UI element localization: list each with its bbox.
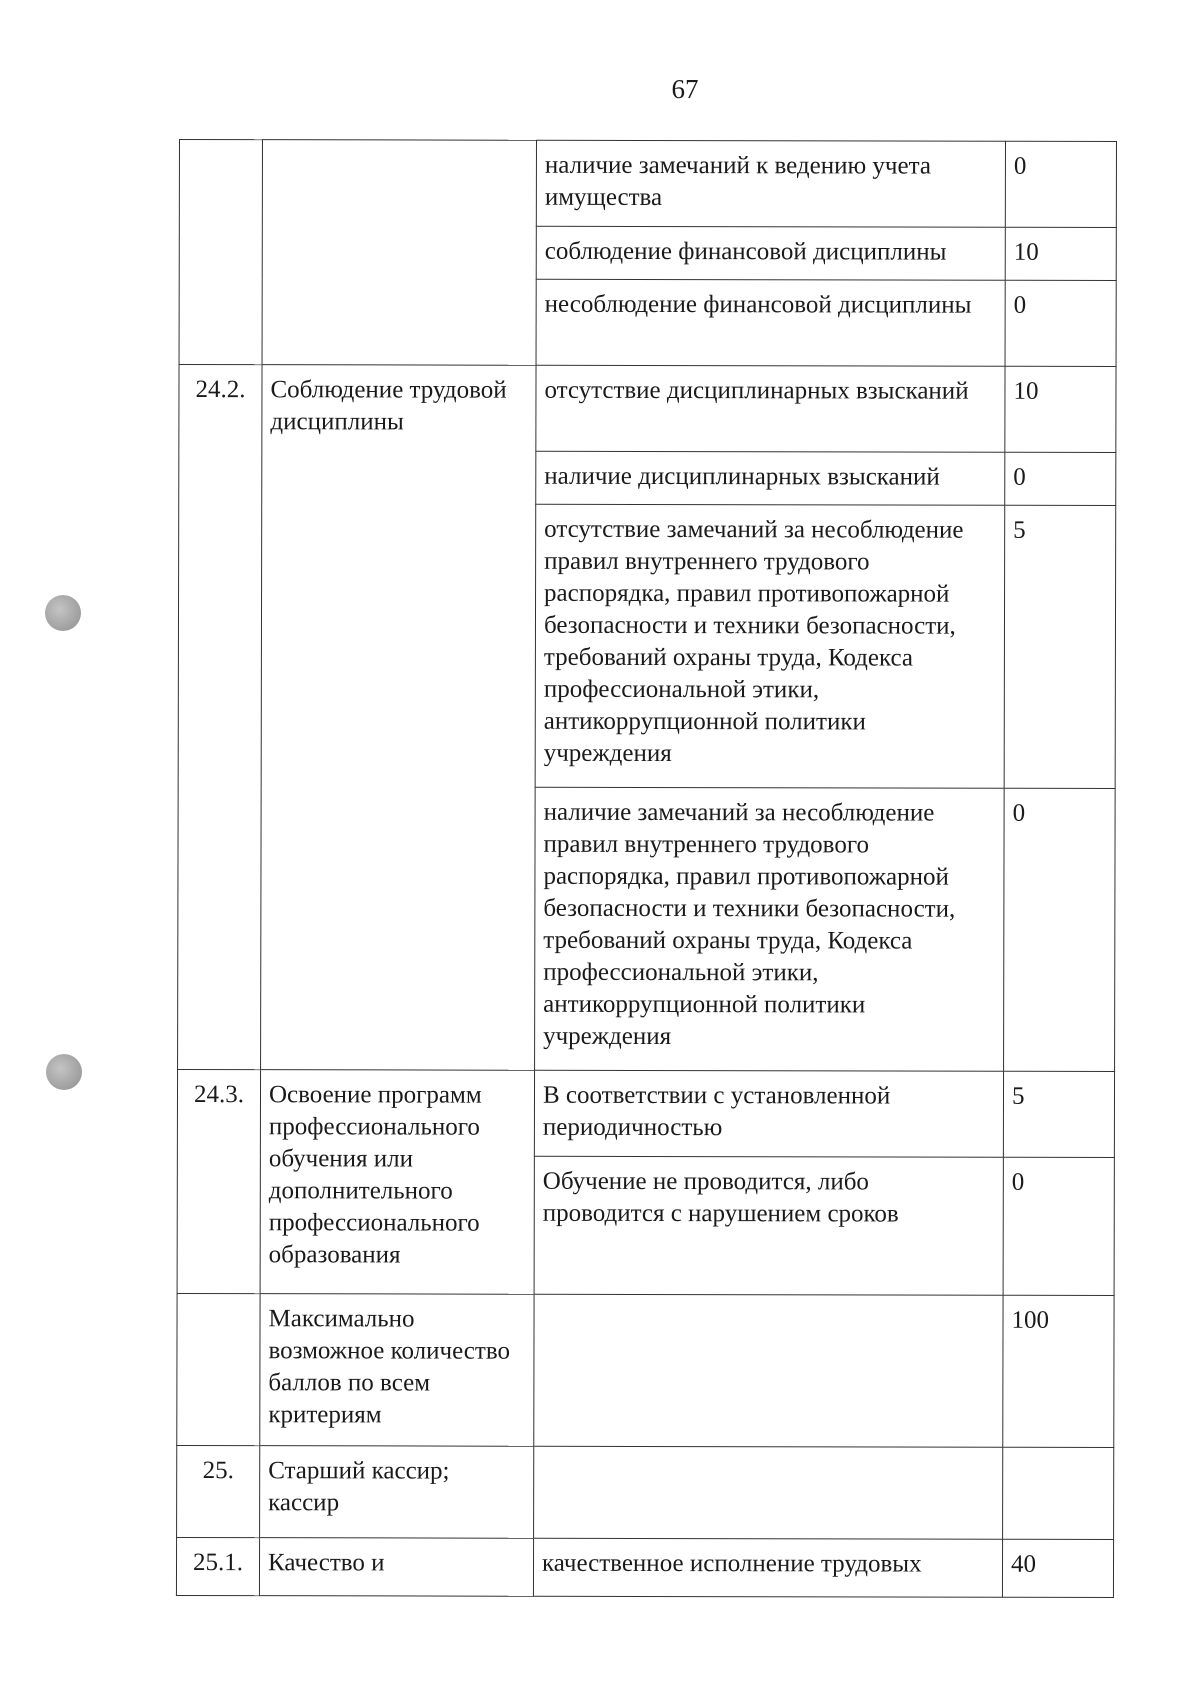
number-cell: 25.1. (176, 1537, 259, 1595)
indicator-cell: соблюдение финансовой дисциплины (536, 226, 1005, 280)
score-cell: 100 (1003, 1295, 1114, 1447)
criterion-cell: Максимально возможное количество баллов по всем критериям (260, 1294, 534, 1447)
table-row (177, 1293, 1114, 1447)
score-cell: 40 (1002, 1539, 1113, 1597)
indicator-cell (534, 1446, 1003, 1539)
score-cell: 0 (1003, 1157, 1114, 1295)
table-row (177, 1445, 1114, 1539)
indicator-cell: В соответствии с установленной периодичностью (534, 1070, 1003, 1157)
number-cell: 24.2. (178, 365, 262, 1070)
punch-hole (46, 1054, 82, 1090)
indicator-cell: наличие замечаний за несоблюдение правил внутреннего трудового распорядка, правил противопожарной безопасности и техники безопасности, требований охраны труда, Кодекса профессиональной этики, антикоррупционной политики учреждения (535, 787, 1005, 1071)
table-row (176, 1537, 1113, 1597)
table-row (179, 140, 1116, 228)
indicator-cell (534, 1294, 1003, 1447)
indicator-cell: наличие замечаний к ведению учета имущества (536, 140, 1005, 227)
criteria-table (176, 139, 1117, 1598)
number-cell: 24.3. (177, 1069, 260, 1293)
indicator-cell: качественное исполнение трудовых (533, 1538, 1002, 1597)
score-cell (1003, 1447, 1114, 1539)
number-cell: 25. (177, 1445, 260, 1537)
score-cell: 10 (1005, 227, 1116, 280)
number-cell (179, 140, 262, 365)
indicator-cell: отсутствие замечаний за несоблюдение правил внутреннего трудового распорядка, правил противопожарной безопасности и техники безопасности, требований охраны труда, Кодекса профессиональной этики, антикоррупционной политики учреждения (535, 504, 1005, 788)
score-cell: 0 (1005, 141, 1116, 227)
score-cell: 5 (1004, 505, 1116, 788)
criterion-cell (262, 140, 536, 366)
score-cell: 5 (1003, 1071, 1114, 1157)
punch-hole (45, 595, 81, 631)
indicator-cell: Обучение не проводится, либо проводится с нарушением сроков (534, 1156, 1003, 1295)
number-cell (177, 1293, 260, 1445)
criterion-cell: Качество и (259, 1538, 533, 1597)
indicator-cell: отсутствие дисциплинарных взысканий (536, 365, 1005, 452)
indicator-cell: несоблюдение финансовой дисциплины (536, 279, 1005, 366)
criterion-cell: Старший кассир; кассир (260, 1446, 534, 1539)
table-row (179, 365, 1116, 453)
score-cell: 10 (1005, 366, 1116, 452)
criterion-cell: Освоение программ профессионального обучения или дополнительного профессионального образования (260, 1070, 534, 1295)
page-number: 67 (671, 74, 699, 104)
score-cell: 0 (1004, 788, 1116, 1071)
table-row (177, 1069, 1114, 1157)
criterion-cell: Соблюдение трудовой дисциплины (261, 365, 536, 1071)
score-cell: 0 (1005, 452, 1116, 505)
indicator-cell: наличие дисциплинарных взысканий (536, 451, 1005, 505)
score-cell: 0 (1005, 280, 1116, 366)
